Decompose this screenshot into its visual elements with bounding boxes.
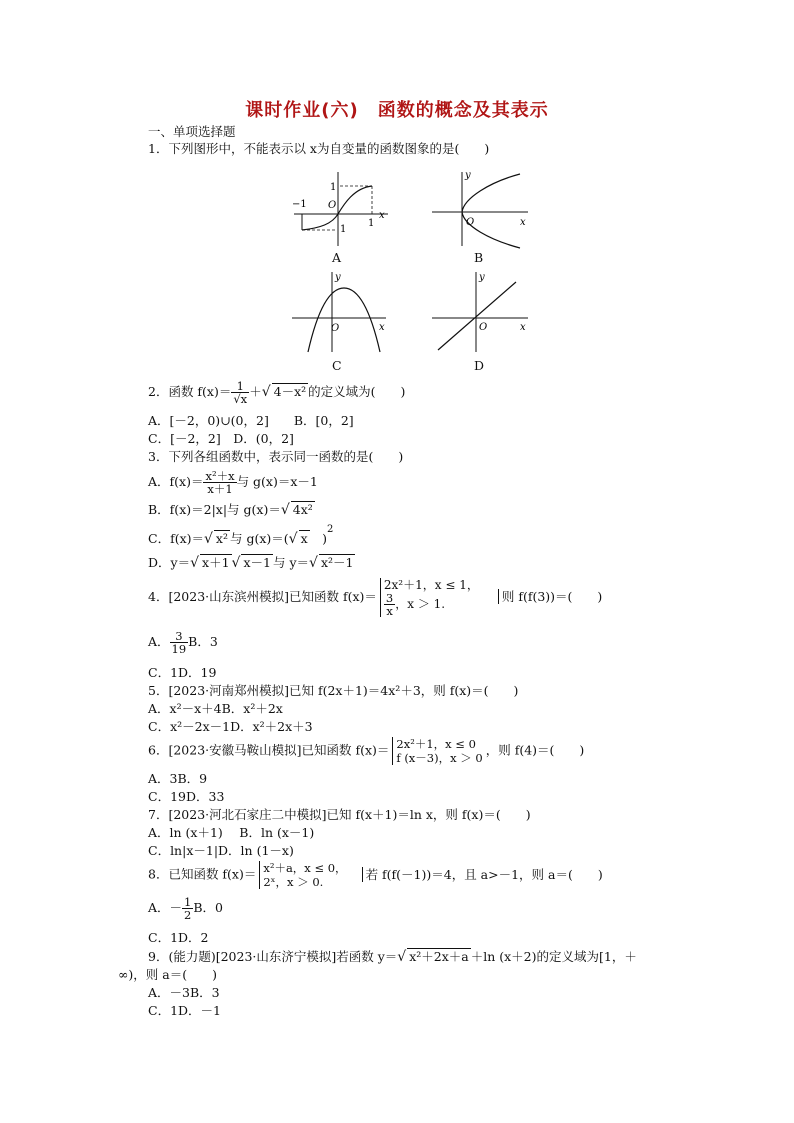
- question-5-stem: 5．[2023·河南郑州模拟]已知 f(2x＋1)＝4x²＋3，则 f(x)＝( ): [148, 683, 519, 698]
- graph-b-origin-label: O: [466, 217, 475, 228]
- graph-d-origin-label: O: [479, 322, 488, 333]
- question-4-stem: 4．[2023·山东滨州模拟]已知函数 f(x)＝ 2x²＋1，x ≤ 1， $\frac{3}{x}$ ，x ＞ 1. 则 f(f(3))＝( ): [148, 578, 603, 618]
- graph-a-x-label: x: [379, 210, 385, 221]
- graph-d-y-label: y: [479, 272, 485, 283]
- question-3-option-c: C．f(x)＝√ x² 与 g(x)＝(√ x )$^2$: [148, 524, 334, 548]
- question-3-option-d: D．y＝√ x＋1 √ x－1 与 y＝√ x²－1: [148, 555, 354, 571]
- graph-c-x-label: x: [379, 322, 385, 333]
- graph-d: [430, 268, 534, 356]
- graph-a-one-label: 1: [330, 182, 337, 193]
- graph-a-caption: A: [332, 250, 342, 265]
- question-8-options-cd: C．1D．2: [148, 930, 209, 945]
- page-title: 课时作业(六) 函数的概念及其表示: [245, 100, 549, 121]
- graph-a-neg1-label: −1: [292, 199, 307, 210]
- graph-d-x-label: x: [520, 322, 526, 333]
- question-9-stem: 9．(能力题)[2023·山东济宁模拟]若函数 y＝√ x²＋2x＋a ＋ln (x＋2)的定义域为[1，＋: [148, 949, 637, 965]
- graph-c-y-label: y: [335, 272, 341, 283]
- question-5-options-cd: C．x²－2x－1D．x²＋2x＋3: [148, 719, 313, 734]
- graph-c-origin-label: O: [331, 323, 340, 334]
- section-heading: 一、单项选择题: [148, 124, 236, 139]
- question-7-options-cd: C．ln|x－1|D．ln (1－x): [148, 843, 294, 858]
- question-9-options-cd: C．1D．－1: [148, 1003, 221, 1018]
- question-2-options-cd: C．[－2，2] D．(0，2]: [148, 431, 294, 446]
- question-3-option-a: A．f(x)＝ $\frac{\text{x²＋x}}{x+1}$ 与 g(x)＝x－1: [148, 469, 318, 496]
- question-9-stem-continued: ∞)，则 a＝( ): [118, 967, 217, 982]
- question-1-stem: 1．下列图形中，不能表示以 x为自变量的函数图象的是( ): [148, 141, 490, 156]
- question-3-stem: 3．下列各组函数中，表示同一函数的是( ): [148, 449, 404, 464]
- question-3-option-b: B．f(x)＝2|x|与 g(x)＝√ 4x²: [148, 502, 313, 518]
- graph-b-x-label: x: [520, 217, 526, 228]
- graph-a: [288, 168, 392, 250]
- question-2-options-ab: A．[－2，0)∪(0，2] B．[0，2]: [148, 413, 354, 428]
- question-8-options-ab: A．－ $\frac{1}{2}$ B．0: [148, 895, 223, 922]
- graph-a-one-y-label: 1: [340, 224, 347, 235]
- question-5-options-ab: A．x²－x＋4B．x²＋2x: [148, 701, 283, 716]
- question-4-options-cd: C．1D．19: [148, 665, 217, 680]
- graph-b-y-label: y: [465, 170, 471, 181]
- question-4-options-ab: A． $\frac{3}{19}$ B．3: [148, 629, 218, 656]
- question-6-stem: 6．[2023·安徽马鞍山模拟]已知函数 f(x)＝ 2x²＋1，x ≤ 0 f (x－3)，x ＞ 0 ，则 f(4)＝( ): [148, 737, 585, 765]
- question-7-options-ab: A．ln (x＋1) B．ln (x－1): [148, 825, 315, 840]
- graph-a-one-x-label: 1: [368, 218, 375, 229]
- question-8-stem: 8．已知函数 f(x)＝ x²＋a，x ≤ 0， 2ˣ，x ＞ 0. 若 f(f(－1))＝4，且 a>－1，则 a＝( ): [148, 861, 603, 889]
- question-7-stem: 7．[2023·河北石家庄二中模拟]已知 f(x＋1)＝ln x，则 f(x)＝( ): [148, 807, 531, 822]
- graph-c: [288, 268, 392, 356]
- graph-c-caption: C: [332, 358, 342, 373]
- graph-b: [430, 168, 534, 250]
- graph-d-caption: D: [474, 358, 485, 373]
- question-2-stem: 2．函数 f(x)＝ $\frac{1}{√x}$ ＋√ 4－x² 的定义域为( ): [148, 379, 406, 406]
- graph-a-origin-label: O: [328, 200, 337, 211]
- question-6-options-cd: C．19D．33: [148, 789, 225, 804]
- question-9-options-ab: A．－3B．3: [148, 985, 220, 1000]
- question-6-options-ab: A．3B．9: [148, 771, 208, 786]
- graph-b-caption: B: [474, 250, 484, 265]
